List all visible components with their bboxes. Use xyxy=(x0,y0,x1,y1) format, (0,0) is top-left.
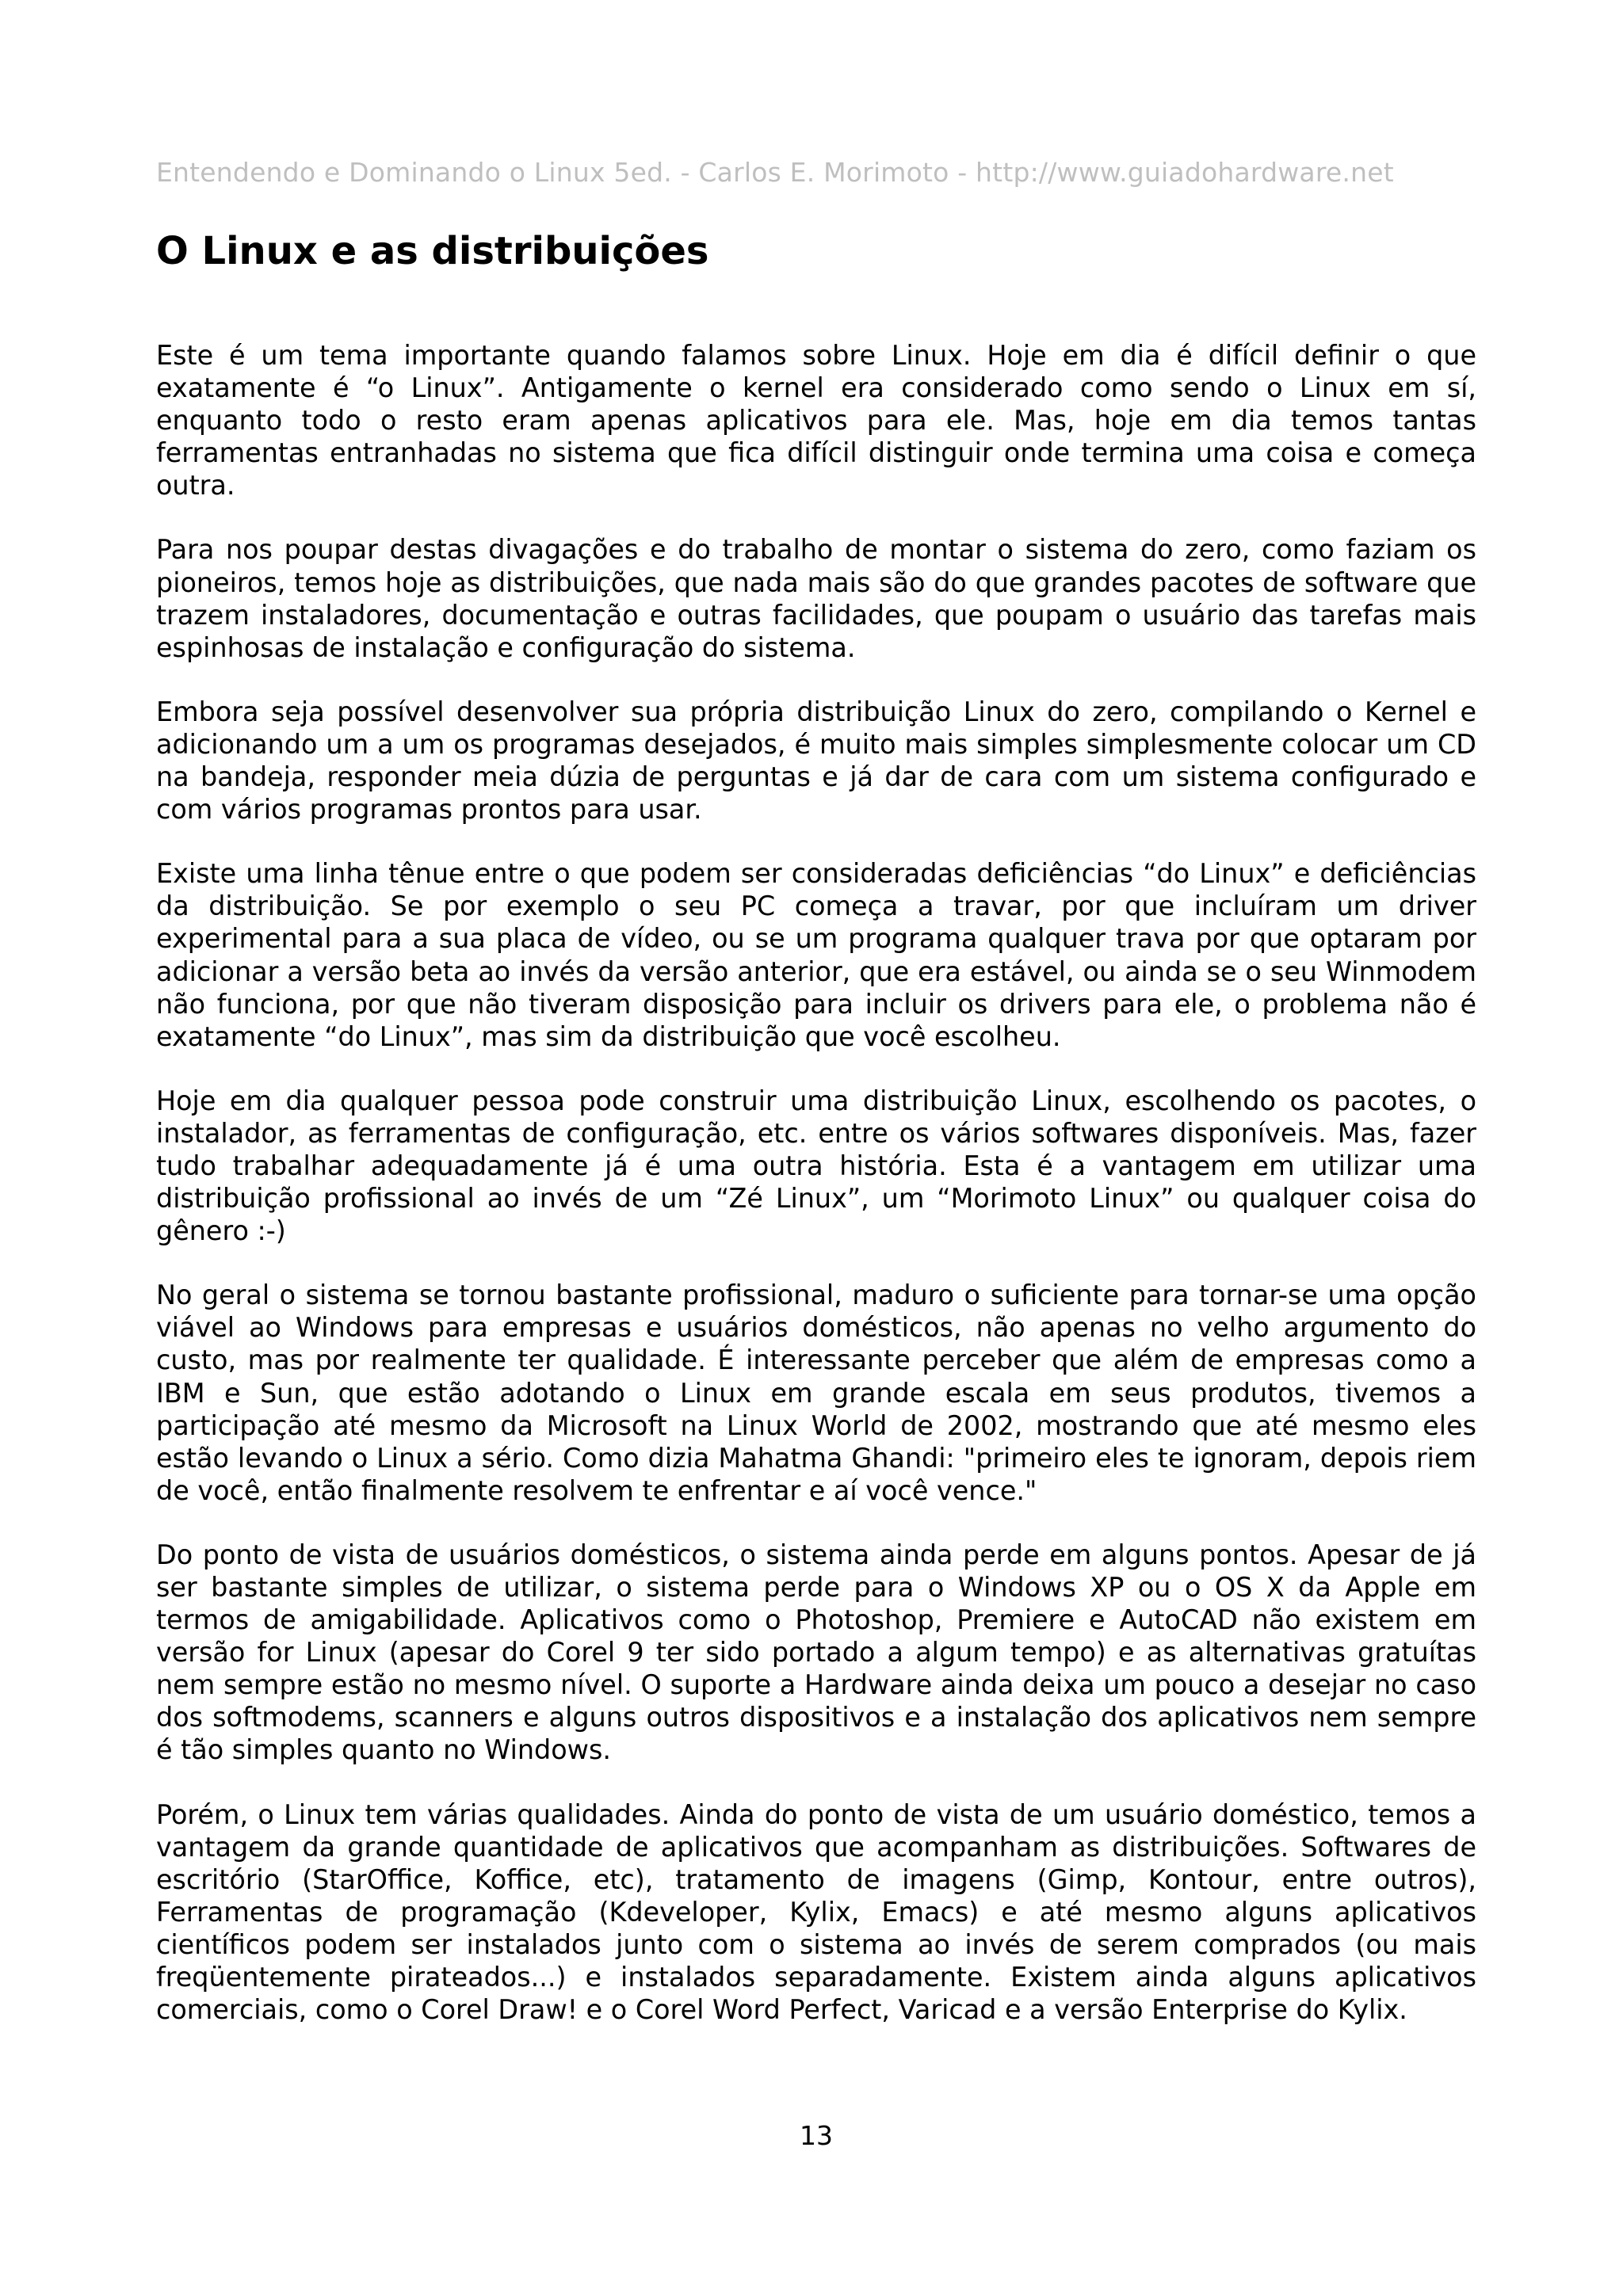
paragraph: Existe uma linha tênue entre o que podem ser consideradas deficiências “do Linux” e deficiências da distribuição. Se por exemplo o seu PC começa a travar, por que incluíram um driver experimental para a sua placa de vídeo, ou se um programa qualquer trava por que optaram por adicionar a versão beta ao invés da versão anterior, que era estável, ou ainda se o seu Winmodem não funciona, por que não tiveram disposição para incluir os drivers para ele, o problema não é exatamente “do Linux”, mas sim da distribuição que você escolheu. xyxy=(156,858,1476,1052)
chapter-title: O Linux e as distribuições xyxy=(156,229,709,273)
paragraph: Embora seja possível desenvolver sua própria distribuição Linux do zero, compilando o Kernel e adicionando um a um os programas desejados, é muito mais simples simplesmente colocar um CD na bandeja, responder meia dúzia de perguntas e já dar de cara com um sistema configurado e com vários programas prontos para usar. xyxy=(156,696,1476,826)
paragraph: No geral o sistema se tornou bastante profissional, maduro o suficiente para tornar-se uma opção viável ao Windows para empresas e usuários domésticos, não apenas no velho argumento do custo, mas por realmente ter qualidade. É interessante perceber que além de empresas como a IBM e Sun, que estão adotando o Linux em grande escala em seus produtos, tivemos a participação até mesmo da Microsoft na Linux World de 2002, mostrando que até mesmo eles estão levando o Linux a sério. Como dizia Mahatma Ghandi: "primeiro eles te ignoram, depois riem de você, então finalmente resolvem te enfrentar e aí você vence." xyxy=(156,1280,1476,1506)
paragraph: Para nos poupar destas divagações e do trabalho de montar o sistema do zero, como faziam os pioneiros, temos hoje as distribuições, que nada mais são do que grandes pacotes de software que trazem instaladores, documentação e outras facilidades, que poupam o usuário das tarefas mais espinhosas de instalação e configuração do sistema. xyxy=(156,534,1476,663)
body-text xyxy=(156,339,1476,2058)
page-number: 13 xyxy=(800,2120,833,2151)
paragraph: Hoje em dia qualquer pessoa pode construir uma distribuição Linux, escolhendo os pacotes, o instalador, as ferramentas de configuração, etc. entre os vários softwares disponíveis. Mas, fazer tudo trabalhar adequadamente já é uma outra história. Esta é a vantagem em utilizar uma distribuição profissional ao invés de um “Zé Linux”, um “Morimoto Linux” ou qualquer coisa do gênero :-) xyxy=(156,1085,1476,1247)
paragraph: Porém, o Linux tem várias qualidades. Ainda do ponto de vista de um usuário doméstico, temos a vantagem da grande quantidade de aplicativos que acompanham as distribuições. Softwares de escritório (StarOffice, Koffice, etc), tratamento de imagens (Gimp, Kontour, entre outros), Ferramentas de programação (Kdeveloper, Kylix, Emacs) e até mesmo alguns aplicativos científicos podem ser instalados junto com o sistema ao invés de serem comprados (ou mais freqüentemente pirateados...) e instalados separadamente. Existem ainda alguns aplicativos comerciais, como o Corel Draw! e o Corel Word Perfect, Varicad e a versão Enterprise do Kylix. xyxy=(156,1798,1476,2026)
paragraph: Este é um tema importante quando falamos sobre Linux. Hoje em dia é difícil definir o que exatamente é “o Linux”. Antigamente o kernel era considerado como sendo o Linux em sí, enquanto todo o resto eram apenas aplicativos para ele. Mas, hoje em dia temos tantas ferramentas entranhadas no sistema que fica difícil distinguir onde termina uma coisa e começa outra. xyxy=(156,340,1476,502)
paragraph: Do ponto de vista de usuários domésticos, o sistema ainda perde em alguns pontos. Apesar de já ser bastante simples de utilizar, o sistema perde para o Windows XP ou o OS X da Apple em termos de amigabilidade. Aplicativos como o Photoshop, Premiere e AutoCAD não existem em versão for Linux (apesar do Corel 9 ter sido portado a algum tempo) e as alternativas gratuítas nem sempre estão no mesmo nível. O suporte a Hardware ainda deixa um pouco a desejar no caso dos softmodems, scanners e alguns outros dispositivos e a instalação dos aplicativos nem sempre é tão simples quanto no Windows. xyxy=(156,1539,1476,1766)
running-header: Entendendo e Dominando o Linux 5ed. - Carlos E. Morimoto - http://www.guiadohardware.net xyxy=(156,157,1394,188)
